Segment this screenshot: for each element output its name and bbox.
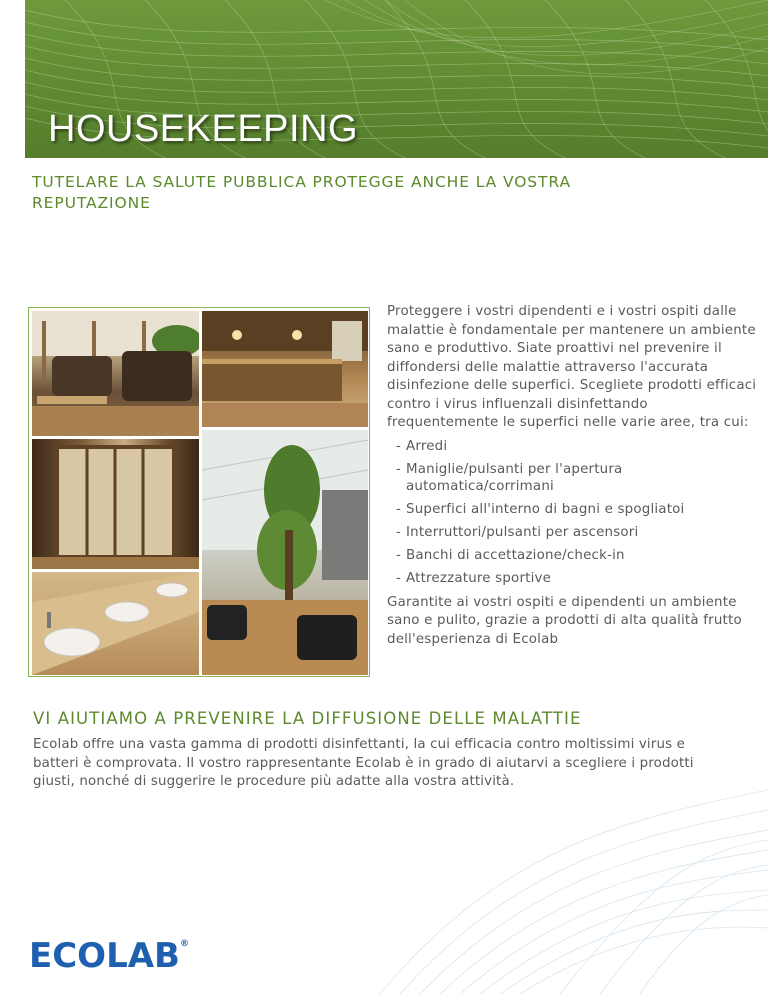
section-body: Ecolab offre una vasta gamma di prodotti disinfettanti, la cui efficacia contro moltissimi virus e batteri è comprovata. Il vostro rappresentante Ecolab è in grado di aiutarvi a scegliere i prodotti giusti, nonché di suggerire le procedure più adatte alla vostra attività. [33, 737, 694, 789]
list-item: - Banchi di accettazione/check-in [396, 547, 757, 565]
list-item: - Arredi [396, 438, 757, 456]
closing-paragraph: Garantite ai vostri ospiti e dipendenti un ambiente sano e pulito, grazie a prodotti di alta qualità frutto dell'esperienza di Ecolab [387, 594, 742, 647]
photo-collage [28, 307, 370, 677]
intro-paragraph: Proteggere i vostri dipendenti e i vostri ospiti dalle malattie è fondamentale per mantenere un ambiente sano e produttivo. Siate proattivi nel prevenire il diffondersi delle malattie attraverso l'accurata disinfezione delle superfici. Scegliete prodotti efficaci contro i virus influenzali disinfettando frequentemente le superfici nelle varie aree, tra cui: [387, 304, 757, 430]
section-title: VI AIUTIAMO A PREVENIRE LA DIFFUSIONE DELLE MALATTIE [33, 709, 582, 728]
list-item: - Attrezzature sportive [396, 570, 757, 588]
intro-text [387, 303, 757, 649]
list-item: - Superfici all'interno di bagni e spogliatoi [396, 501, 757, 519]
page-title: HOUSEKEEPING [48, 108, 359, 150]
revolving-door-photo [32, 439, 199, 569]
reception-desk-photo [202, 311, 368, 427]
page-subtitle: TUTELARE LA SALUTE PUBBLICA PROTEGGE ANCHE LA VOSTRA REPUTAZIONE [32, 173, 571, 212]
surfaces-list [387, 438, 757, 588]
hotel-lounge-photo [32, 311, 199, 436]
header-banner [25, 0, 768, 158]
registered-mark: ® [179, 939, 189, 949]
washbasin-counter-photo [32, 572, 199, 675]
logo-text: ECOLAB [29, 936, 180, 976]
ecolab-logo [29, 936, 189, 976]
atrium-lobby-photo [202, 430, 368, 675]
list-item: - Interruttori/pulsanti per ascensori [396, 524, 757, 542]
list-item: - Maniglie/pulsanti per l'apertura automatica/corrimani [396, 461, 757, 496]
